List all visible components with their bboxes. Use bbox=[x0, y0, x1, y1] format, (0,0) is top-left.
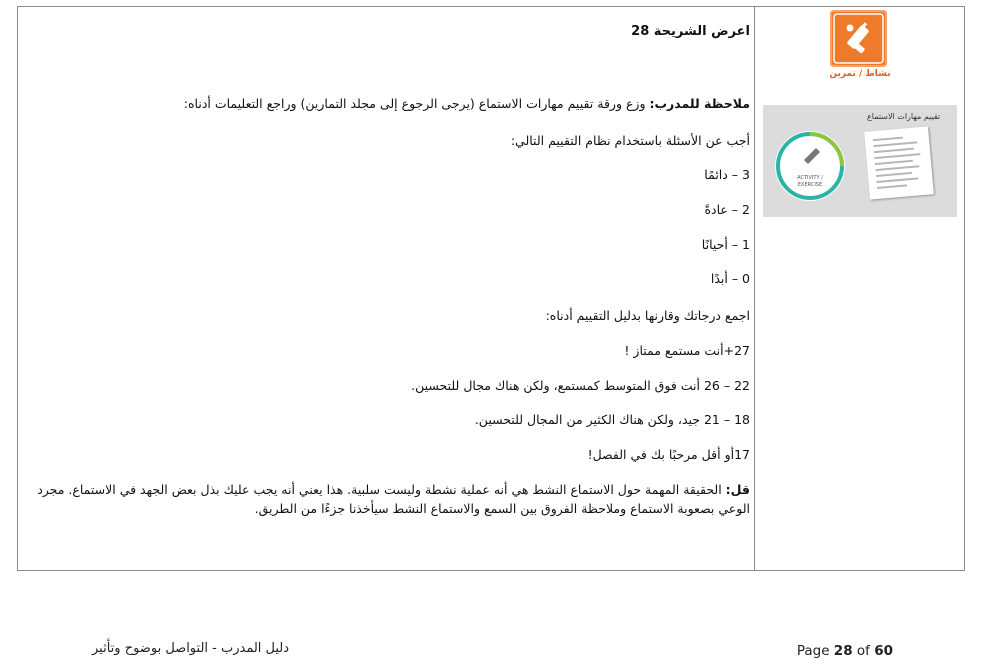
footer-title: دليل المدرب - التواصل بوضوح وتأثير bbox=[92, 641, 290, 656]
rating-item: 0 – أبدًا bbox=[710, 271, 750, 286]
rating-item: 1 – أحيانًا bbox=[701, 237, 750, 252]
svg-text:ACTIVITY /: ACTIVITY / bbox=[797, 175, 823, 181]
worksheet-thumbnail bbox=[763, 105, 957, 217]
sidebar bbox=[755, 7, 966, 570]
say-paragraph bbox=[36, 480, 750, 519]
trainer-note-text: وزع ورقة تقييم مهارات الاستماع (يرجى الرجوع إلى مجلد التمارين) وراجع التعليمات أدناه: bbox=[183, 96, 646, 111]
worksheet-paper bbox=[864, 126, 934, 199]
activity-exercise-icon bbox=[830, 10, 887, 67]
thumbnail-title: تقييم مهارات الاستماع bbox=[867, 112, 941, 121]
say-text: الحقيقة المهمة حول الاستماع النشط هي أنه عملية نشطة وليست سلبية. هذا يعني أنه يجب عليك بذل بعض الجهد في الاستماع. مجرد الوعي بصعوبة الاستماع وملاحظة الفروق بين السمع والاستماع النشط سيأخذنا جزءًا من الطريق. bbox=[37, 482, 750, 517]
rating-item: 3 – دائمًا bbox=[704, 167, 750, 182]
activity-circle-icon bbox=[771, 127, 849, 205]
slide-table bbox=[17, 6, 965, 571]
score-guide-item: 18 – 21 جيد، ولكن هناك الكثير من المجال للتحسين. bbox=[474, 412, 750, 427]
slide-content bbox=[36, 7, 750, 570]
svg-text:EXERCISE: EXERCISE bbox=[797, 182, 823, 188]
slide-heading: اعرض الشريحة 28 bbox=[631, 24, 750, 39]
trainer-note bbox=[184, 96, 750, 112]
page-number: Page 28 of 60 bbox=[796, 643, 893, 659]
trainer-note-label: ملاحظة للمدرب: bbox=[649, 96, 750, 111]
say-label: قل: bbox=[725, 482, 750, 497]
score-guide-item: 17أو أقل مرحبًا بك في الفصل! bbox=[587, 447, 750, 462]
activity-label: نشاط / تمرين bbox=[829, 69, 891, 79]
compare-instruction: اجمع درجاتك وقارنها بدليل التقييم أدناه: bbox=[545, 308, 750, 323]
rating-item: 2 – عادةً bbox=[704, 202, 750, 217]
score-guide-item: 22 – 26 أنت فوق المتوسط كمستمع، ولكن هناك مجال للتحسين. bbox=[411, 378, 750, 393]
score-guide-item: 27+أنت مستمع ممتاز ! bbox=[624, 343, 750, 358]
instruction-text: أجب عن الأسئلة باستخدام نظام التقييم التالي: bbox=[510, 133, 750, 148]
